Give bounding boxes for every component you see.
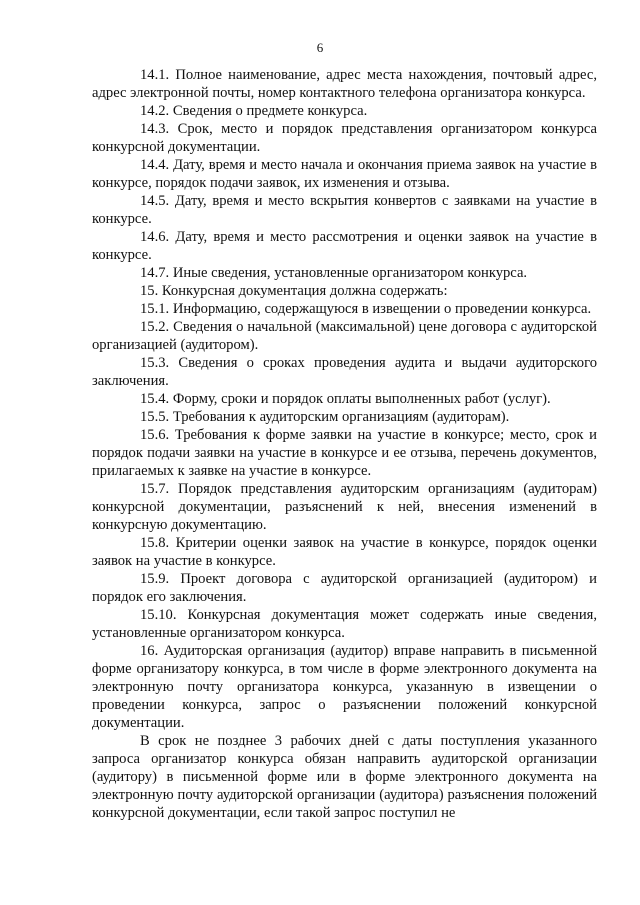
- paragraph-15-4: 15.4. Форму, сроки и порядок оплаты выполненных работ (услуг).: [140, 391, 551, 407]
- paragraph-14-5: 14.5. Дату, время и место вскрытия конвертов с заявками на участие в конкурсе.: [92, 193, 597, 227]
- paragraph-14-6: 14.6. Дату, время и место рассмотрения и оценки заявок на участие в конкурсе.: [92, 229, 597, 263]
- paragraph-15-8: 15.8. Критерии оценки заявок на участие в конкурсе, порядок оценки заявок на участие в конкурсе.: [92, 535, 597, 569]
- paragraph-14-7: 14.7. Иные сведения, установленные организатором конкурса.: [140, 265, 528, 281]
- paragraph-15-6: 15.6. Требования к форме заявки на участие в конкурсе; место, срок и порядок подачи заявки на участие в конкурсе и ее отзыва, перечень документов, прилагаемых к заявке на участие в конкурсе.: [92, 427, 597, 479]
- paragraph-15-3: 15.3. Сведения о сроках проведения аудита и выдачи аудиторского заключения.: [92, 355, 597, 389]
- paragraph-15-9: 15.9. Проект договора с аудиторской организацией (аудитором) и порядок его заключения.: [92, 571, 597, 605]
- paragraph-15: 15. Конкурсная документация должна содержать:: [140, 283, 448, 299]
- paragraph-15-1: 15.1. Информацию, содержащуюся в извещении о проведении конкурса.: [140, 301, 592, 317]
- paragraph-16: 16. Аудиторская организация (аудитор) вправе направить в письменной форме организатору конкурса, в том числе в форме электронного документа на электронную почту организатора конкурса, указанную в извещении о проведении конкурса, запрос о разъяснении положений конкурсной документации.: [92, 643, 597, 731]
- paragraph-16-continued: В срок не позднее 3 рабочих дней с даты поступления указанного запроса организатор конкурса обязан направить аудиторской организации (аудитору) в письменной форме или в форме электронного документа на электронную почту аудиторской организации (аудитора) разъяснения положений конкурсной документации, если такой запрос поступил не: [92, 733, 597, 821]
- paragraph-14-1: 14.1. Полное наименование, адрес места нахождения, почтовый адрес, адрес электронной почты, номер контактного телефона организатора конкурса.: [92, 67, 597, 101]
- paragraph-14-4: 14.4. Дату, время и место начала и окончания приема заявок на участие в конкурсе, порядок подачи заявок, их изменения и отзыва.: [92, 157, 597, 191]
- paragraph-15-7: 15.7. Порядок представления аудиторским организациям (аудиторам) конкурсной документации, разъяснений к ней, внесения изменений в конкурсную документацию.: [92, 481, 597, 533]
- paragraph-14-3: 14.3. Срок, место и порядок представления организатором конкурса конкурсной документации.: [92, 121, 597, 155]
- document-body: [92, 66, 597, 822]
- paragraph-14-2: 14.2. Сведения о предмете конкурса.: [140, 103, 368, 119]
- paragraph-15-10: 15.10. Конкурсная документация может содержать иные сведения, установленные организатором конкурса.: [92, 607, 597, 641]
- paragraph-15-2: 15.2. Сведения о начальной (максимальной) цене договора с аудиторской организацией (аудитором).: [92, 319, 597, 353]
- paragraph-15-5: 15.5. Требования к аудиторским организациям (аудиторам).: [140, 409, 510, 425]
- page-number: 6: [316, 40, 324, 55]
